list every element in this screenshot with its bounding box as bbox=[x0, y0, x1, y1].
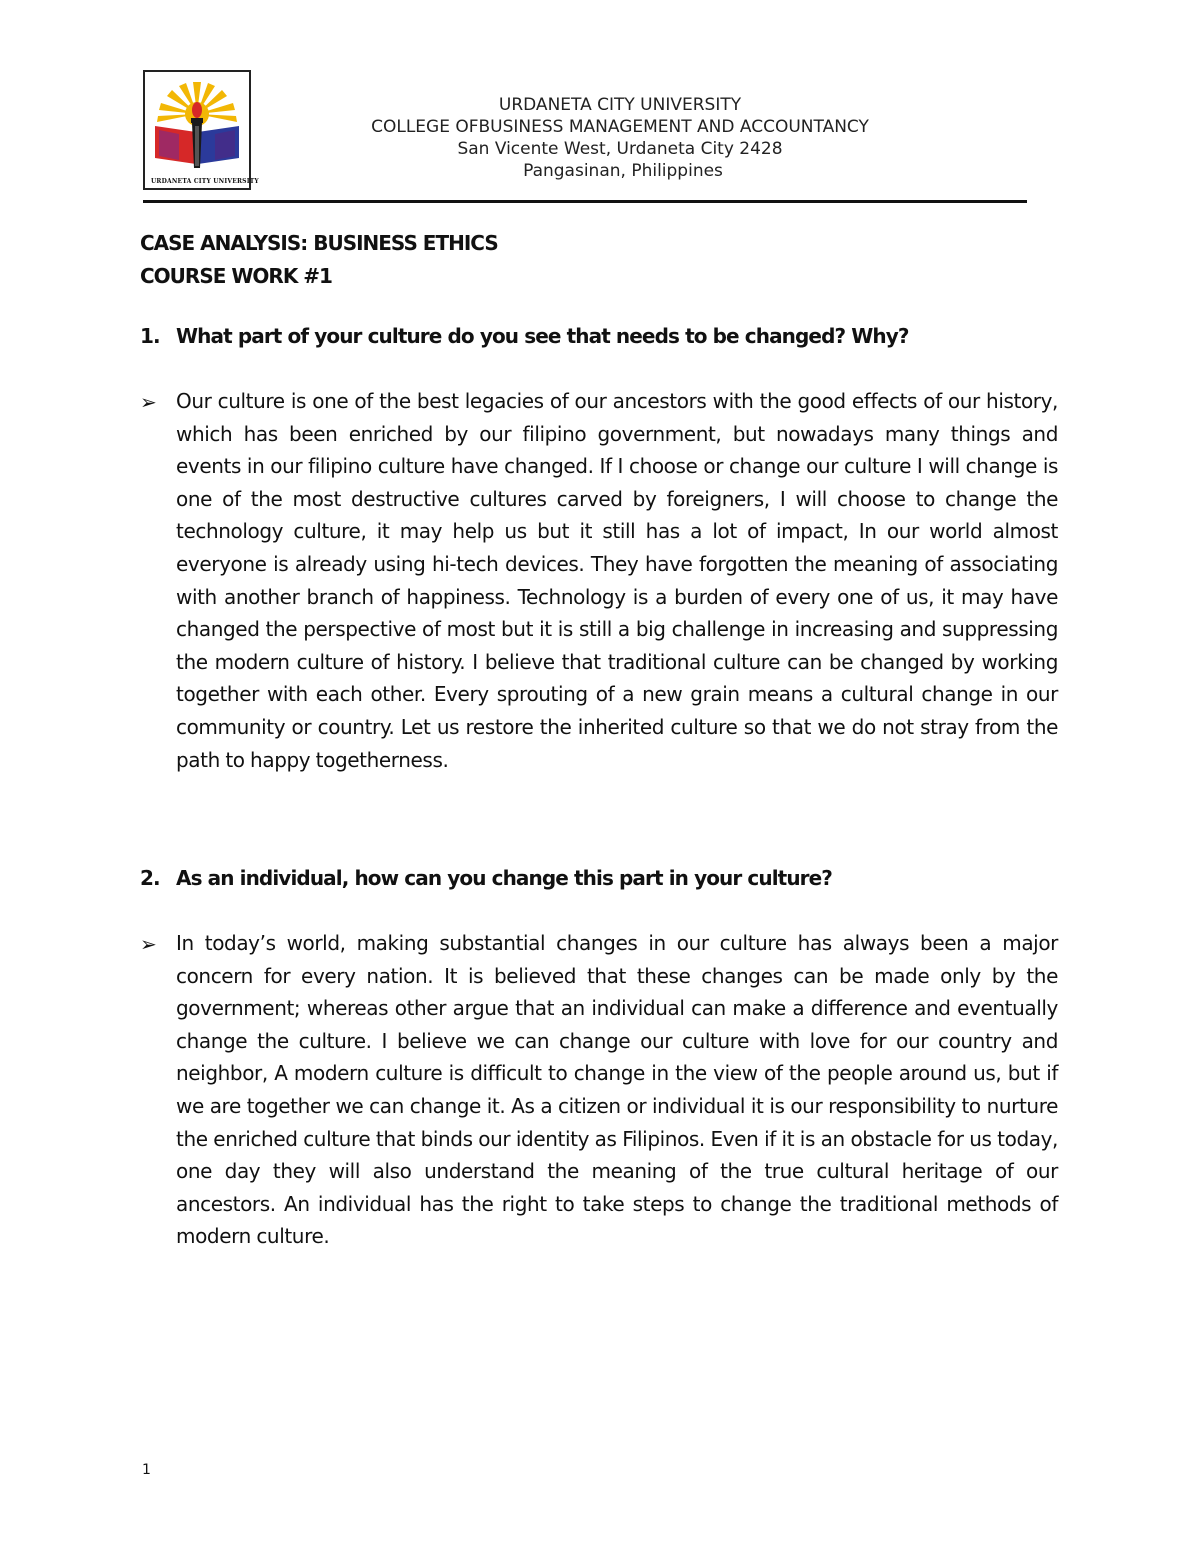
question-number: 2. bbox=[140, 866, 160, 890]
arrow-bullet-icon: ➢ bbox=[140, 390, 157, 414]
title-line-2: COURSE WORK #1 bbox=[140, 264, 332, 288]
header-divider bbox=[143, 200, 1027, 203]
question-text: As an individual, how can you change this part in your culture? bbox=[176, 866, 832, 890]
address-line-1: San Vicente West, Urdaneta City 2428 bbox=[457, 139, 783, 159]
answer-text: Our culture is one of the best legacies of our ancestors with the good effects of our history, which has been enriched by our filipino government, but nowadays many things and events in our filipino culture have changed. If I choose or change our culture I will change is one of the most destructive cultures carved by foreigners, I will choose to change the technology culture, it may help us but it still has a lot of impact, In our world almost everyone is already using hi-tech devices. They have forgotten the meaning of associating with another branch of happiness. Technology is a burden of every one of us, it may have changed the perspective of most but it is still a big challenge in increasing and suppressing the modern culture of history. I believe that traditional culture can be changed by working together with each other. Every sprouting of a new grain means a cultural change in our community or country. Let us restore the inherited culture so that we do not stray from the path to happy togetherness. bbox=[176, 389, 1058, 772]
question-number: 1. bbox=[140, 324, 160, 348]
university-name: URDANETA CITY UNIVERSITY bbox=[498, 95, 742, 115]
torch-sun-emblem-icon bbox=[149, 76, 245, 176]
letterhead bbox=[300, 94, 940, 182]
document-title bbox=[140, 227, 498, 293]
logo-caption: URDANETA CITY UNIVERSITY bbox=[151, 178, 259, 185]
question-2 bbox=[140, 866, 832, 890]
college-name: COLLEGE OFBUSINESS MANAGEMENT AND ACCOUNTANCY bbox=[371, 117, 869, 137]
title-line-1: CASE ANALYSIS: BUSINESS ETHICS bbox=[140, 231, 498, 255]
page-number: 1 bbox=[142, 1462, 151, 1478]
question-text: What part of your culture do you see that needs to be changed? Why? bbox=[176, 324, 909, 348]
answer-2 bbox=[140, 927, 1058, 1253]
answer-text: In today’s world, making substantial changes in our culture has always been a major concern for every nation. It is believed that these changes can be made only by the government; whereas other argue that an individual can make a difference and eventually change the culture. I believe we can change our culture with love for our country and neighbor, A modern culture is difficult to change in the view of the people around us, but if we are together we can change it. As a citizen or individual it is our responsibility to nurture the enriched culture that binds our identity as Filipinos. Even if it is an obstacle for us today, one day they will also understand the meaning of the true cultural heritage of our ancestors. An individual has the right to take steps to change the traditional methods of modern culture. bbox=[176, 931, 1058, 1249]
answer-1 bbox=[140, 385, 1058, 776]
arrow-bullet-icon: ➢ bbox=[140, 932, 157, 956]
address-line-2: Pangasinan, Philippines bbox=[523, 161, 723, 181]
university-logo bbox=[143, 70, 259, 190]
question-1 bbox=[140, 324, 909, 348]
